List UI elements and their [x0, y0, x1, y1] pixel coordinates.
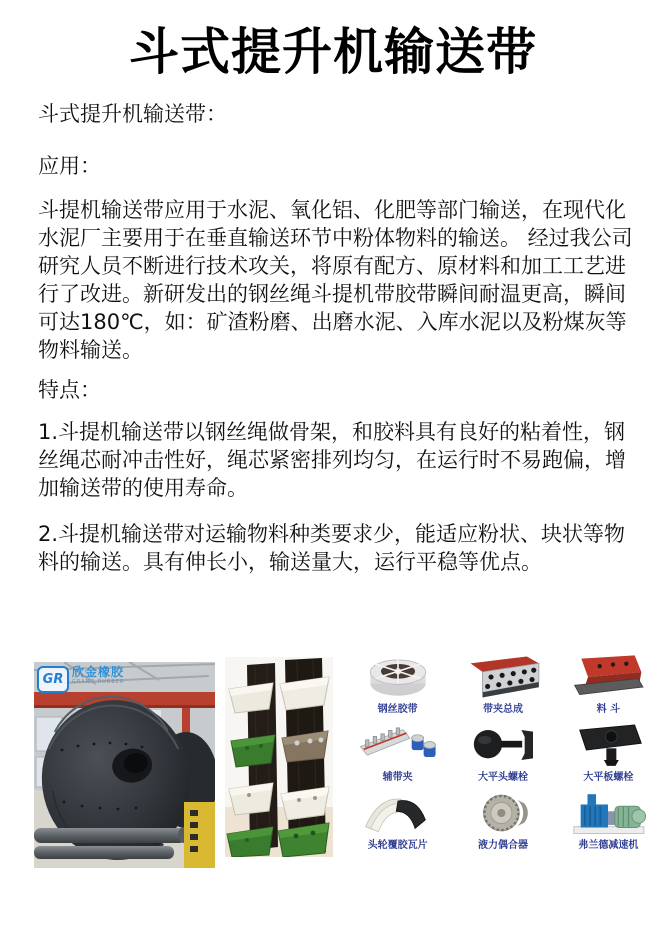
belt-clamp-assembly-image — [462, 650, 544, 704]
grand-rubber-logo — [37, 666, 124, 693]
flat-head-bolt-image — [463, 718, 543, 772]
feature-paragraph-1: 1.斗提机输送带以钢丝绳做骨架，和胶料具有良好的粘着性，钢丝绳芯耐冲击性好，绳芯紧密排列均匀，在运行时不易跑偏，增加输送带的使用寿命。 — [38, 420, 626, 500]
elevator-bucket-display-photo — [225, 657, 333, 857]
feature-paragraph-2: 2.斗提机输送带对运输物料种类要求少，能适应粉状、块状等物料的输送。具有伸长小，输送量大，运行平稳等优点。 — [38, 522, 626, 574]
product-label: 料 斗 — [596, 704, 621, 715]
application-heading: 应用： — [38, 154, 101, 178]
product-belt-clamp-assembly — [450, 650, 555, 718]
product-gallery — [0, 648, 666, 888]
gr-logo-icon — [37, 666, 69, 693]
product-label: 辅带夹 — [382, 772, 413, 783]
product-flat-head-bolt — [450, 718, 555, 786]
product-label: 大平板螺栓 — [583, 772, 634, 783]
steel-wire-belt-image — [359, 650, 437, 704]
flat-plate-bolt-image — [568, 718, 648, 772]
application-paragraph: 斗提机输送带应用于水泥、氧化铝、化肥等部门输送，在现代化水泥厂主要用于在垂直输送环节中粉体物料的输送。 经过我公司研究人员不断进行技术攻关，将原有配方、原材料和加工工艺进行了改进。新研发出的钢丝绳斗提机带胶带瞬间耐温更高，瞬间可达180℃，如：矿渣粉磨、出磨水泥、入库水泥以及粉煤灰等物料输送。 — [38, 198, 633, 362]
product-flender-reducer — [556, 786, 661, 854]
product-steel-wire-belt — [345, 650, 450, 718]
product-label: 钢丝胶带 — [377, 704, 418, 715]
lagging-tiles-image — [357, 786, 439, 840]
logo-name-cn: 欣金橡胶 — [72, 665, 125, 679]
hopper-image — [568, 650, 648, 704]
aux-belt-clamp-image — [357, 718, 439, 772]
fluid-coupling-image — [464, 786, 542, 840]
intro-line: 斗式提升机输送带： — [38, 102, 227, 126]
accessory-grid — [345, 650, 661, 854]
logo-name-en: GRAND RUBBER — [72, 679, 125, 685]
factory-belt-roll-photo — [34, 662, 215, 868]
gr-logo-abbr: GR — [42, 672, 64, 687]
product-label: 液力偶合器 — [477, 840, 528, 851]
description-text — [38, 100, 634, 576]
product-label: 大平头螺栓 — [477, 772, 528, 783]
product-aux-belt-clamp — [345, 718, 450, 786]
bucket-display-image — [225, 657, 333, 857]
features-heading: 特点： — [38, 378, 101, 402]
product-label: 弗兰德减速机 — [578, 840, 639, 851]
product-hopper — [556, 650, 661, 718]
product-flat-plate-bolt — [556, 718, 661, 786]
product-lagging-tiles — [345, 786, 450, 854]
product-label: 带夹总成 — [482, 704, 523, 715]
product-label: 头轮覆胶瓦片 — [367, 840, 428, 851]
page-title: 斗式提升机输送带 — [129, 23, 537, 81]
product-fluid-coupling — [450, 786, 555, 854]
flender-reducer-image — [567, 786, 649, 840]
